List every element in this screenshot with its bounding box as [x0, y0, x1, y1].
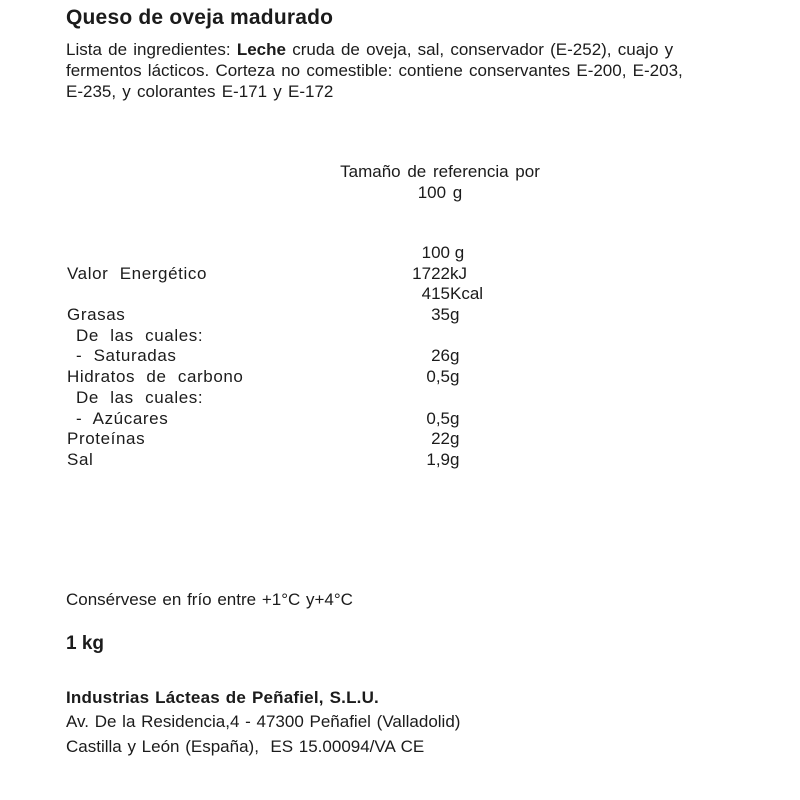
nutrition-row-fat: [0, 305, 800, 326]
ingredient-milk-bold: Leche: [236, 40, 286, 59]
ingredients-line-1-rest: cruda de oveja, sal, conservador (E-252), cuajo y: [285, 40, 674, 59]
row-value: 0,5: [426, 367, 450, 387]
row-label: De las cuales:: [76, 387, 204, 407]
nutrition-row-of-which-fat: [0, 326, 800, 347]
ingredients-intro: Lista de ingredientes:: [66, 40, 237, 59]
row-value: 415: [421, 284, 450, 304]
net-weight: 1 kg: [66, 633, 105, 654]
storage-note: Consérvese en frío entre +1°C y+4°C: [66, 590, 353, 609]
nutrition-row-salt: [0, 450, 800, 471]
row-unit: g: [450, 408, 460, 428]
nutrition-row-saturated: [0, 346, 800, 367]
column-header-amount: 100: [421, 243, 450, 262]
column-header-unit: g: [450, 243, 465, 262]
row-value: 1722: [412, 263, 450, 283]
row-unit: kJ: [450, 263, 467, 283]
row-value: 35: [431, 305, 450, 325]
nutrition-row-energy: [0, 264, 800, 285]
serving-size-value: 100 g: [417, 183, 463, 202]
row-value: 1,9: [426, 449, 450, 469]
nutrition-row-protein: [0, 429, 800, 450]
nutrition-row-energy-kcal: [0, 284, 800, 305]
nutrition-table: [0, 243, 800, 471]
row-label: - Azúcares: [76, 408, 169, 428]
row-unit: g: [450, 367, 460, 387]
row-label: - Saturadas: [76, 346, 177, 366]
nutrition-column-header-row: [0, 243, 800, 264]
row-label: De las cuales:: [76, 325, 204, 345]
serving-size-header: [140, 161, 740, 203]
ingredients-line-3: E-235, y colorantes E-171 y E-172: [66, 82, 334, 101]
row-label: Sal: [67, 449, 94, 469]
ingredients-text: [66, 39, 683, 102]
manufacturer-region-id: Castilla y León (España), ES 15.00094/VA CE: [66, 736, 425, 756]
row-label: Grasas: [67, 305, 126, 325]
manufacturer-name: Industrias Lácteas de Peñafiel, S.L.U.: [66, 688, 379, 707]
row-value: 22: [431, 429, 450, 449]
nutrition-row-sugars: [0, 409, 800, 430]
row-unit: Kcal: [450, 284, 484, 304]
nutrition-row-carbohydrates: [0, 367, 800, 388]
nutrition-row-of-which-carbs: [0, 388, 800, 409]
row-unit: g: [450, 305, 460, 325]
row-value: 26: [431, 346, 450, 366]
ingredients-line-2: fermentos lácticos. Corteza no comestible: contiene conservantes E-200, E-203,: [66, 61, 683, 80]
ingredients-line-1: [66, 39, 683, 60]
row-unit: g: [450, 449, 460, 469]
row-label: Valor Energético: [67, 263, 208, 283]
serving-size-label: Tamaño de referencia por: [340, 162, 540, 181]
manufacturer-address: Av. De la Residencia,4 - 47300 Peñafiel (Valladolid): [66, 712, 461, 732]
row-value: 0,5: [426, 408, 450, 428]
manufacturer-info: [66, 686, 460, 759]
row-label: Hidratos de carbono: [67, 367, 244, 387]
product-title: Queso de oveja madurado: [66, 6, 334, 29]
row-label: Proteínas: [67, 429, 146, 449]
row-unit: g: [450, 346, 460, 366]
row-unit: g: [450, 429, 460, 449]
